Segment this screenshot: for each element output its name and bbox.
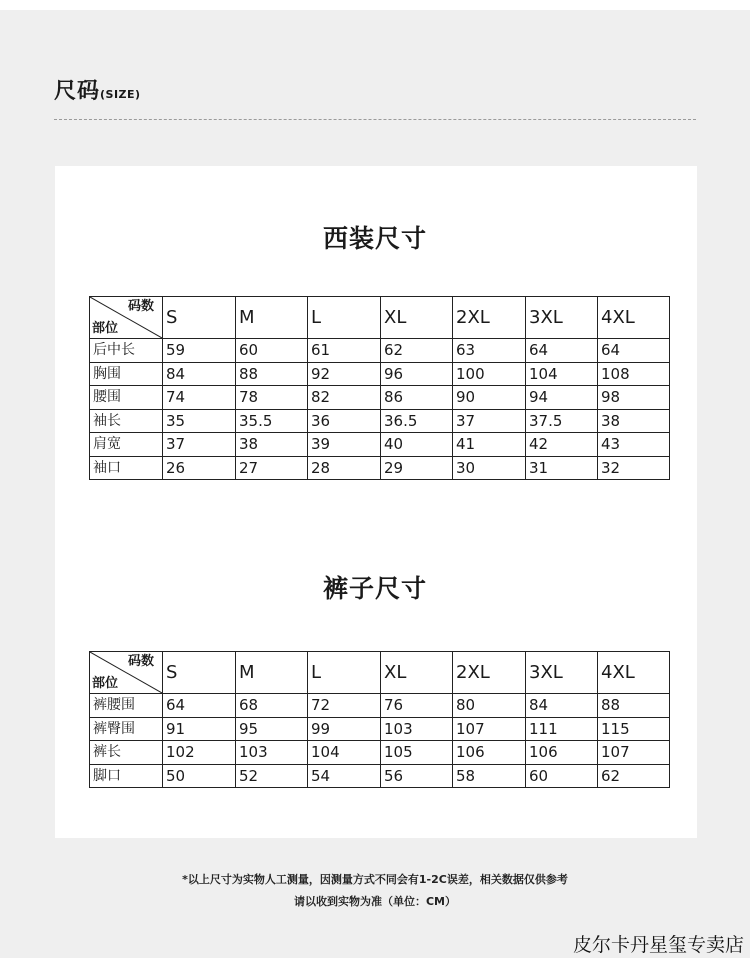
table-cell: 43 xyxy=(598,433,670,457)
row-label: 裤长 xyxy=(90,741,163,765)
table-cell: 64 xyxy=(163,694,236,718)
section-header xyxy=(54,74,141,105)
table-cell: 58 xyxy=(453,764,526,788)
table-cell: 105 xyxy=(381,741,453,765)
table-cell: 107 xyxy=(453,717,526,741)
size-header-2xl: 2XL xyxy=(453,652,526,694)
corner-size-label: 码数 xyxy=(127,654,154,669)
size-header-s: S xyxy=(163,652,236,694)
table-cell: 31 xyxy=(526,456,598,480)
table-cell: 88 xyxy=(236,362,308,386)
corner-part-label: 部位 xyxy=(92,321,119,336)
table-cell: 26 xyxy=(163,456,236,480)
table-cell: 76 xyxy=(381,694,453,718)
size-header-l: L xyxy=(308,297,381,339)
table-cell: 111 xyxy=(526,717,598,741)
table-cell: 30 xyxy=(453,456,526,480)
suit-size-table xyxy=(89,296,670,480)
table-cell: 88 xyxy=(598,694,670,718)
suit-table-title: 西装尺寸 xyxy=(322,224,427,253)
size-header-4xl: 4XL xyxy=(598,297,670,339)
table-cell: 52 xyxy=(236,764,308,788)
store-name: 皮尔卡丹星玺专卖店 xyxy=(572,934,744,956)
table-row xyxy=(90,409,670,433)
table-cell: 39 xyxy=(308,433,381,457)
table-cell: 29 xyxy=(381,456,453,480)
table-cell: 99 xyxy=(308,717,381,741)
table-cell: 96 xyxy=(381,362,453,386)
suit-corner-cell xyxy=(90,297,163,339)
corner-part-label: 部位 xyxy=(92,676,119,691)
size-header-2xl: 2XL xyxy=(453,297,526,339)
table-cell: 60 xyxy=(236,339,308,363)
table-cell: 108 xyxy=(598,362,670,386)
table-cell: 38 xyxy=(598,409,670,433)
table-cell: 100 xyxy=(453,362,526,386)
table-cell: 115 xyxy=(598,717,670,741)
table-cell: 37.5 xyxy=(526,409,598,433)
table-cell: 95 xyxy=(236,717,308,741)
table-row xyxy=(90,717,670,741)
table-cell: 37 xyxy=(453,409,526,433)
table-cell: 38 xyxy=(236,433,308,457)
table-cell: 84 xyxy=(526,694,598,718)
size-header-m: M xyxy=(236,652,308,694)
table-cell: 60 xyxy=(526,764,598,788)
table-cell: 98 xyxy=(598,386,670,410)
row-label: 腰围 xyxy=(90,386,163,410)
size-header-m: M xyxy=(236,297,308,339)
table-cell: 94 xyxy=(526,386,598,410)
table-cell: 103 xyxy=(381,717,453,741)
suit-header-row xyxy=(90,297,670,339)
size-header-4xl: 4XL xyxy=(598,652,670,694)
table-row xyxy=(90,694,670,718)
table-cell: 64 xyxy=(526,339,598,363)
table-cell: 35.5 xyxy=(236,409,308,433)
table-cell: 28 xyxy=(308,456,381,480)
table-row xyxy=(90,386,670,410)
table-cell: 102 xyxy=(163,741,236,765)
pants-size-table xyxy=(89,651,670,788)
table-cell: 36 xyxy=(308,409,381,433)
table-cell: 37 xyxy=(163,433,236,457)
row-label: 后中长 xyxy=(90,339,163,363)
table-cell: 103 xyxy=(236,741,308,765)
size-header-xl: XL xyxy=(381,297,453,339)
table-cell: 104 xyxy=(308,741,381,765)
row-label: 裤腰围 xyxy=(90,694,163,718)
table-cell: 78 xyxy=(236,386,308,410)
row-label: 脚口 xyxy=(90,764,163,788)
table-row xyxy=(90,362,670,386)
note-line-2: 请以收到实物为准（单位：CM） xyxy=(293,895,457,908)
table-cell: 61 xyxy=(308,339,381,363)
table-cell: 36.5 xyxy=(381,409,453,433)
section-subtitle: (SIZE) xyxy=(100,88,141,101)
table-cell: 40 xyxy=(381,433,453,457)
size-header-3xl: 3XL xyxy=(526,652,598,694)
table-cell: 91 xyxy=(163,717,236,741)
table-cell: 104 xyxy=(526,362,598,386)
pants-header-row xyxy=(90,652,670,694)
row-label: 袖口 xyxy=(90,456,163,480)
table-cell: 106 xyxy=(526,741,598,765)
table-cell: 59 xyxy=(163,339,236,363)
size-header-l: L xyxy=(308,652,381,694)
row-label: 肩宽 xyxy=(90,433,163,457)
table-cell: 86 xyxy=(381,386,453,410)
table-cell: 74 xyxy=(163,386,236,410)
table-cell: 56 xyxy=(381,764,453,788)
size-header-3xl: 3XL xyxy=(526,297,598,339)
table-cell: 84 xyxy=(163,362,236,386)
table-row xyxy=(90,339,670,363)
table-cell: 68 xyxy=(236,694,308,718)
table-cell: 106 xyxy=(453,741,526,765)
table-row xyxy=(90,741,670,765)
size-header-xl: XL xyxy=(381,652,453,694)
table-cell: 64 xyxy=(598,339,670,363)
table-cell: 62 xyxy=(381,339,453,363)
table-cell: 35 xyxy=(163,409,236,433)
table-row xyxy=(90,764,670,788)
table-cell: 42 xyxy=(526,433,598,457)
table-row xyxy=(90,433,670,457)
table-cell: 41 xyxy=(453,433,526,457)
table-cell: 72 xyxy=(308,694,381,718)
note-line-1: *以上尺寸为实物人工测量，因测量方式不同会有1-2C误差，相关数据仅供参考 xyxy=(182,873,568,886)
table-cell: 80 xyxy=(453,694,526,718)
table-cell: 54 xyxy=(308,764,381,788)
table-cell: 32 xyxy=(598,456,670,480)
corner-size-label: 码数 xyxy=(127,299,154,314)
row-label: 胸围 xyxy=(90,362,163,386)
table-cell: 107 xyxy=(598,741,670,765)
dashed-divider xyxy=(54,119,696,120)
table-cell: 92 xyxy=(308,362,381,386)
pants-corner-cell xyxy=(90,652,163,694)
size-header-s: S xyxy=(163,297,236,339)
table-cell: 50 xyxy=(163,764,236,788)
table-cell: 90 xyxy=(453,386,526,410)
top-band xyxy=(0,0,750,10)
table-cell: 62 xyxy=(598,764,670,788)
section-title: 尺码 xyxy=(54,79,101,104)
row-label: 裤臀围 xyxy=(90,717,163,741)
table-row xyxy=(90,456,670,480)
pants-table-title: 裤子尺寸 xyxy=(322,574,427,603)
row-label: 袖长 xyxy=(90,409,163,433)
table-cell: 63 xyxy=(453,339,526,363)
table-cell: 82 xyxy=(308,386,381,410)
table-cell: 27 xyxy=(236,456,308,480)
